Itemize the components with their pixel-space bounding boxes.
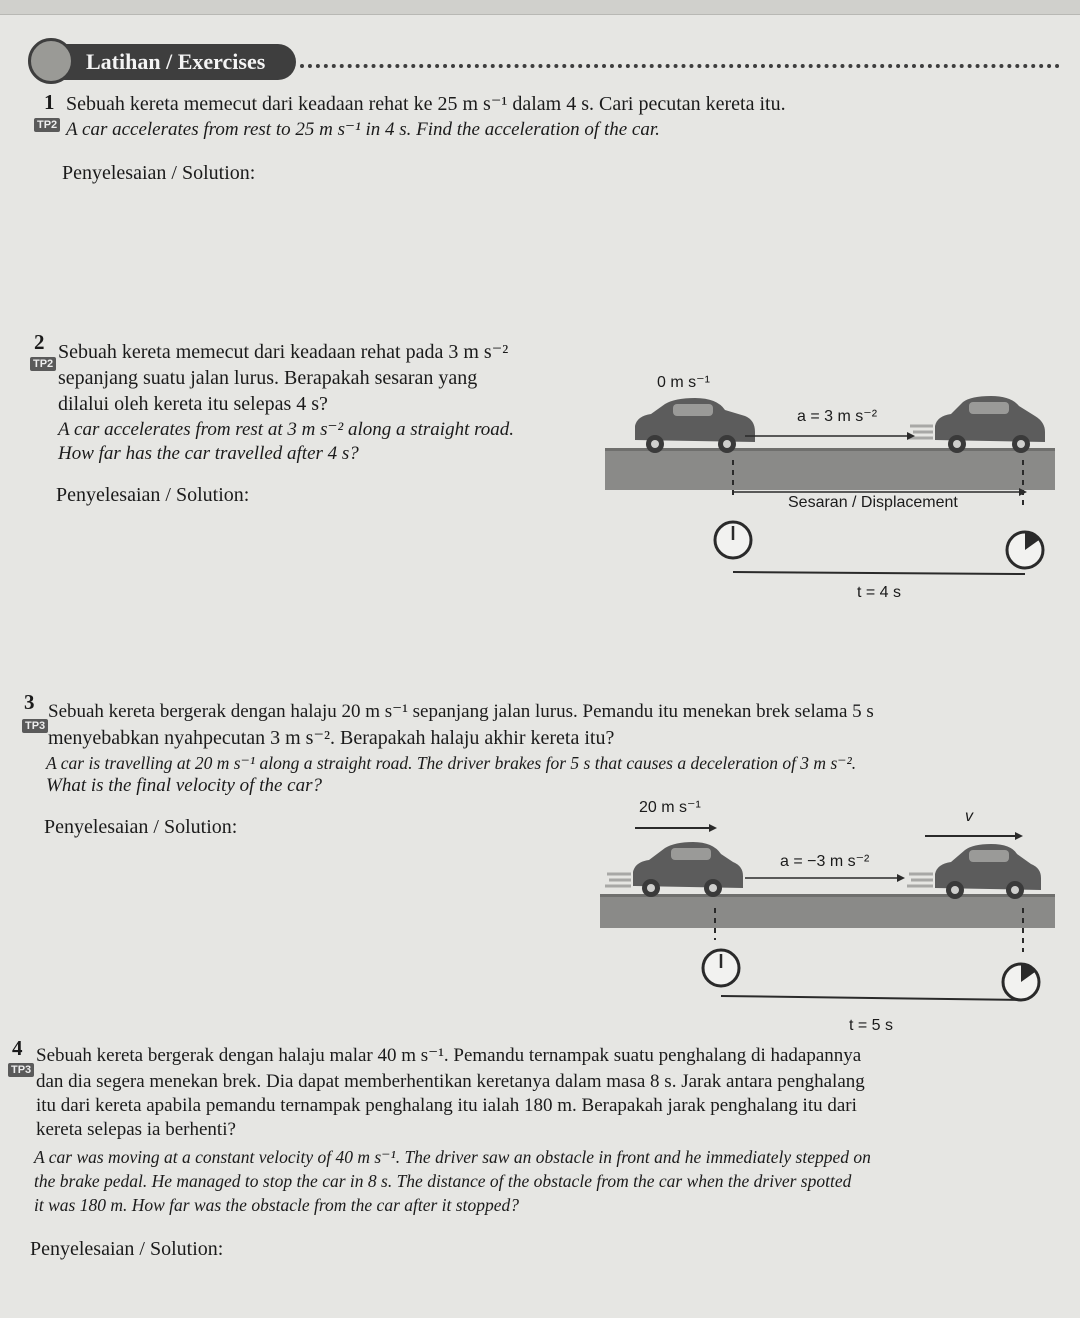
q2-road [605,450,1055,490]
q3-road [600,896,1055,928]
q1-ms-line-1: Sebuah kereta memecut dari keadaan rehat ke 25 m s⁻¹ dalam 4 s. Cari pecutan kereta itu. [66,93,786,115]
section-title: Latihan / Exercises [86,49,266,74]
q1-number: 1 [44,90,55,114]
q3-car-start [605,842,743,897]
q3-time-label: t = 5 s [849,1017,894,1034]
q2-tp-badge: TP2 [30,354,56,372]
q2-ms-line-2: sepanjang suatu jalan lurus. Berapakah sesaran yang [58,367,478,389]
q2-en-line-2: How far has the car travelled after 4 s? [58,443,359,464]
q3-stopwatch-end-icon [1003,964,1039,1000]
q4-solution-label: Penyelesaian / Solution: [30,1238,224,1260]
q1-solution-label: Penyelesaian / Solution: [62,162,256,184]
q2-solution-label: Penyelesaian / Solution: [56,484,250,506]
q2-car-end [907,396,1045,453]
lightbulb-icon [28,38,74,84]
q2-stopwatch-end-icon [1007,532,1043,568]
q3-stopwatch-start-icon [703,950,739,986]
q3-solution-label: Penyelesaian / Solution: [44,816,238,838]
q3-en-line-1: A car is travelling at 20 m s⁻¹ along a straight road. The driver brakes for 5 s that causes a deceleration of 3 m s⁻². [46,753,857,773]
q4-tp-badge: TP3 [8,1060,34,1078]
q4-ms-line-2: dan dia segera menekan brek. Dia dapat memberhentikan keretanya dalam masa 8 s. Jarak antara penghalang [36,1071,865,1092]
page-top-edge [0,0,1080,15]
q3-tp-badge: TP3 [22,716,48,734]
q3-ms-line-2: menyebabkan nyahpecutan 3 m s⁻². Berapakah halaju akhir kereta itu? [48,727,615,749]
q2-initial-velocity: 0 m s⁻¹ [657,374,710,391]
q3-acceleration-label: a = −3 m s⁻² [780,853,870,870]
q2-ms-line-3: dilalui oleh kereta itu selepas 4 s? [58,393,328,415]
q2-displacement-label: Sesaran / Displacement [788,494,958,511]
q2-stopwatch-start-icon [715,522,751,558]
q2-car-start [635,398,755,453]
q4-number: 4 [12,1036,23,1060]
q2-acceleration-label: a = 3 m s⁻² [797,408,878,425]
q4-ms-line-3: itu dari kereta apabila pemandu ternampak penghalang itu ialah 180 m. Berapakah jarak penghalang itu dari [36,1095,857,1116]
q2-diagram [595,360,1065,600]
q1-tp-badge: TP2 [34,115,60,133]
q4-ms-line-4: kereta selepas ia berhenti? [36,1119,236,1140]
q3-number: 3 [24,690,35,714]
q4-en-line-1: A car was moving at a constant velocity of 40 m s⁻¹. The driver saw an obstacle in front and he immediately stepped on [34,1147,871,1167]
q3-final-velocity: v [965,808,973,825]
q4-ms-line-1: Sebuah kereta bergerak dengan halaju malar 40 m s⁻¹. Pemandu ternampak suatu penghalang di hadapannya [36,1045,862,1066]
q3-en-line-2: What is the final velocity of the car? [46,775,322,796]
q4-en-line-2: the brake pedal. He managed to stop the car in 8 s. The distance of the obstacle from the car when the driver spotted [34,1171,852,1191]
q3-initial-velocity: 20 m s⁻¹ [639,799,701,816]
q2-time-label: t = 4 s [857,584,902,601]
q3-diagram [595,790,1065,1020]
q3-car-end [907,844,1041,899]
q1-en-line-1: A car accelerates from rest to 25 m s⁻¹ in 4 s. Find the acceleration of the car. [66,119,660,140]
q2-ms-line-1: Sebuah kereta memecut dari keadaan rehat pada 3 m s⁻² [58,341,509,363]
q2-en-line-1: A car accelerates from rest at 3 m s⁻² along a straight road. [58,419,515,440]
q2-number: 2 [34,330,45,354]
q3-ms-line-1: Sebuah kereta bergerak dengan halaju 20 m s⁻¹ sepanjang jalan lurus. Pemandu itu menekan brek selama 5 s [48,701,874,722]
header-divider [300,64,1060,68]
q4-en-line-3: it was 180 m. How far was the obstacle from the car after it stopped? [34,1195,519,1215]
